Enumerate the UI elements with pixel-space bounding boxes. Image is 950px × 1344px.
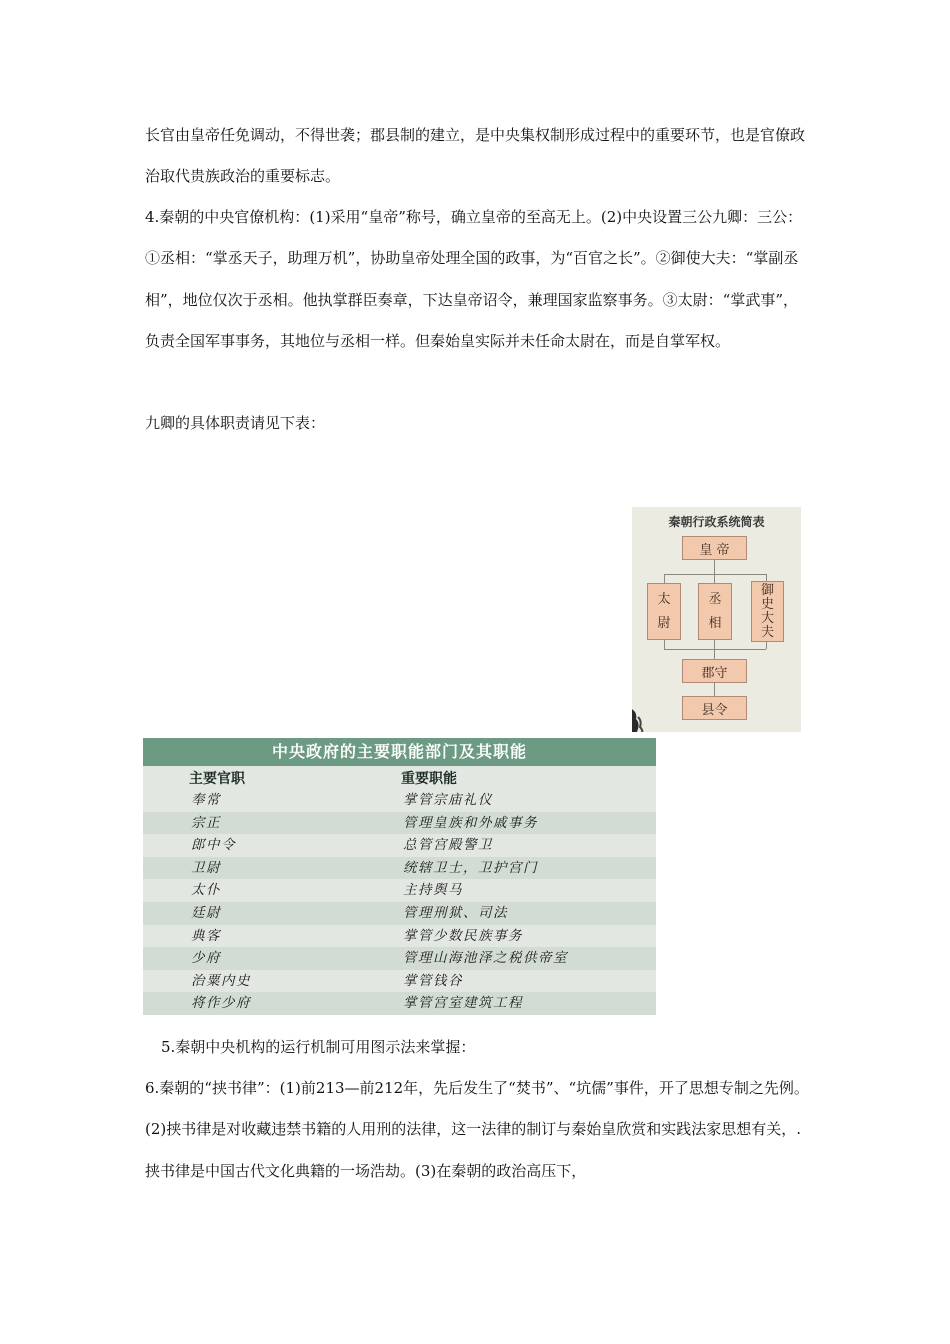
office-cell: 郎中令 [191, 837, 236, 854]
char: 史 [760, 596, 774, 612]
char: 相 [708, 615, 722, 631]
office-cell: 宗正 [191, 814, 221, 831]
char: 御 [760, 582, 774, 598]
paragraph-book-ban-law: 6.秦朝的“挟书律”：(1)前213—前212年，先后发生了“焚书”、“坑儒”事件，开了思想专制之先例。(2)挟书律是对收藏违禁书籍的人用刑的法律，这一法律的制订与秦始皇欣赏和实践法家思想有关，.挟书律是中国古代文化典籍的一场浩劫。(3)在秦朝的政治高压下， [145, 1079, 809, 1180]
box-emperor: 皇 帝 [682, 536, 747, 560]
paragraph-central-bureaucracy: 4.秦朝的中央官僚机构：(1)采用“皇帝”称号，确立皇帝的至高无上。(2)中央设置三公九卿：三公：①丞相：“掌丞天子，助理万机”，协助皇帝处理全国的政事，为“百官之长”。②御使大夫：“掌副丞相”，地位仅次于丞相。他执掌群臣奏章，下达皇帝诏令，兼理国家监察事务。③太尉：“掌武事”，负责全国军事事务，其地位与丞相一样。但秦始皇实际并未任命太尉在，而是自掌军权。 [145, 208, 803, 350]
office-cell: 少府 [191, 950, 221, 967]
duty-cell: 管理皇族和外戚事务 [403, 814, 538, 831]
char: 夫 [760, 624, 774, 640]
connector-line [664, 640, 665, 649]
duty-cell: 掌管少数民族事务 [403, 927, 523, 944]
nine-ministers-table [143, 738, 656, 1015]
column-header-office: 主要官职 [189, 771, 245, 787]
box-taiwei [647, 583, 681, 640]
box-yushi-dafu [751, 581, 784, 642]
table-row [143, 970, 656, 993]
table-row [143, 857, 656, 880]
box-xianling: 县令 [682, 696, 747, 720]
duty-cell: 掌管宫室建筑工程 [403, 995, 523, 1012]
office-cell: 典客 [191, 927, 221, 944]
connector-line [714, 683, 715, 696]
office-cell: 将作少府 [191, 995, 251, 1012]
duty-cell: 管理山海池泽之税供帝室 [403, 950, 568, 967]
table-row [143, 902, 656, 925]
table-row [143, 834, 656, 857]
char: 太 [657, 591, 671, 607]
table-row [143, 789, 656, 812]
duty-cell: 总管宫殿警卫 [403, 837, 493, 854]
box-junshou: 郡守 [682, 659, 747, 683]
connector-line [766, 642, 767, 649]
office-cell: 廷尉 [191, 905, 221, 921]
office-cell: 太仆 [191, 882, 221, 899]
connector-line [714, 574, 715, 583]
connector-line [664, 574, 766, 575]
table-row [143, 947, 656, 970]
connector-line [664, 574, 665, 583]
char: 大 [760, 610, 774, 626]
box-chengxiang [698, 583, 732, 640]
paragraph-county-system: 长官由皇帝任免调动，不得世袭；郡县制的建立，是中央集权制形成过程中的重要环节，也是官僚政治取代贵族政治的重要标志。 [145, 126, 806, 186]
table-title: 中央政府的主要职能部门及其职能 [143, 738, 656, 766]
office-cell: 治粟内史 [191, 972, 251, 989]
connector-line [714, 560, 715, 574]
column-header-duty: 重要职能 [401, 771, 457, 787]
paragraph-nine-ministers-intro: 九卿的具体职责请见下表： [145, 414, 326, 432]
qin-administration-chart [632, 507, 801, 732]
office-cell: 奉常 [191, 792, 221, 808]
office-cell: 卫尉 [191, 859, 221, 876]
ink-decoration [632, 697, 650, 732]
duty-cell: 主持舆马 [403, 882, 463, 899]
table-row [143, 812, 656, 835]
duty-cell: 掌管宗庙礼仪 [403, 792, 493, 808]
chart-title: 秦朝行政系统简表 [668, 515, 765, 529]
char: 尉 [657, 615, 671, 631]
paragraph-operation-mechanism: 5.秦朝中央机构的运行机制可用图示法来掌握： [161, 1038, 476, 1056]
table-row [143, 879, 656, 902]
duty-cell: 管理刑狱、司法 [403, 905, 508, 921]
duty-cell: 掌管钱谷 [403, 972, 463, 989]
duty-cell: 统辖卫士，卫护宫门 [403, 859, 538, 876]
table-row [143, 992, 656, 1015]
char: 丞 [708, 591, 722, 607]
table-row [143, 925, 656, 948]
connector-line [714, 649, 715, 659]
connector-line [714, 640, 715, 649]
connector-line [664, 649, 766, 650]
